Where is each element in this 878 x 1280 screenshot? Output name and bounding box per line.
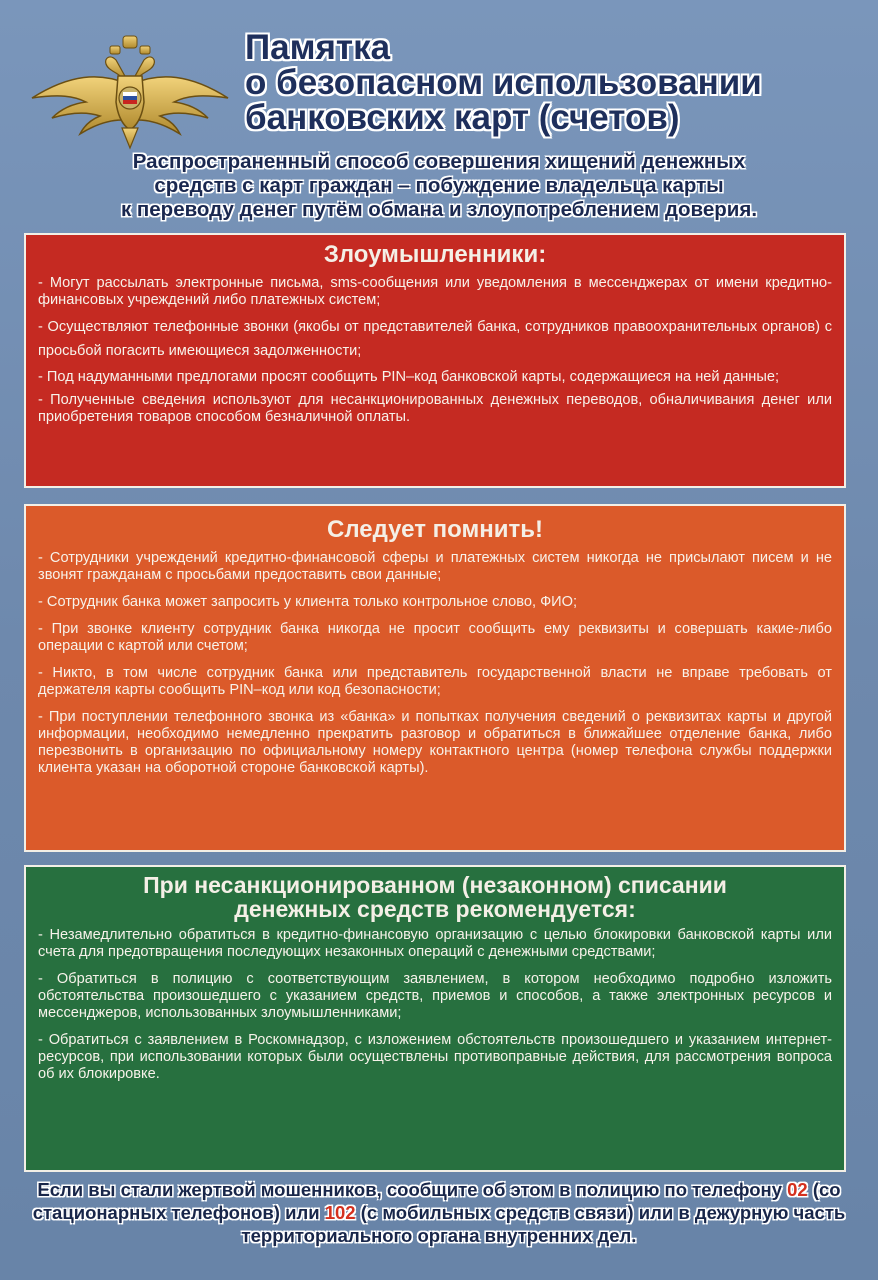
list-item: - Обратиться с заявлением в Роскомнадзор, с изложением обстоятельств произошедшего и указанием интернет-ресурсов, при использовании которых были осуществлены противоправные действия, для рассмотрения вопроса об их блокировке. xyxy=(38,1032,832,1082)
section-fraudsters xyxy=(24,233,846,488)
list-item: - Под надуманными предлогами просят сообщить PIN–код банковской карты, содержащиеся на ней данные; xyxy=(38,369,780,385)
double-headed-eagle-emblem-icon xyxy=(30,32,230,150)
footer-text: Если вы стали жертвой мошенников, сообщите об этом в полицию по телефону xyxy=(37,1179,788,1200)
phone-number-102: 102 xyxy=(324,1202,356,1223)
title-line: Памятка xyxy=(245,28,391,67)
section-title: Злоумышленники: xyxy=(323,241,547,268)
intro-line: средств с карт граждан – побуждение владельца карты xyxy=(154,174,724,197)
list-item: - Могут рассылать электронные письма, sms-сообщения или уведомления в мессенджерах от имени кредитно-финансовых учреждений либо платежных систем; xyxy=(38,275,832,308)
section-title xyxy=(38,873,832,921)
intro-line: Распространенный способ совершения хищений денежных xyxy=(132,150,746,173)
section-recommendations xyxy=(24,865,846,1172)
list-item: - Никто, в том числе сотрудник банка или представитель государственной власти не вправе требовать от держателя карты сообщить PIN–код или код безопасности; xyxy=(38,665,832,698)
list-item: - При поступлении телефонного звонка из «банка» и попытках получения сведений о реквизитах карты и другой информации, необходимо немедленно прекратить разговор и обратиться в ближайшее отделение банка, либо перезвонить в организацию по официальному номеру контактного центра (номер телефона службы поддержки клиента указан на оборотной стороне банковской карты). xyxy=(38,709,832,776)
list-item: - Полученные сведения используют для несанкционированных денежных переводов, обналичивания денег или приобретения товаров способом безналичной оплаты. xyxy=(38,392,832,425)
intro-line: к переводу денег путём обмана и злоупотреблением доверия. xyxy=(120,198,758,221)
title-line: о безопасном использовании xyxy=(245,63,762,102)
section-remember xyxy=(24,504,846,852)
list-item: - Сотрудник банка может запросить у клиента только контрольное слово, ФИО; xyxy=(38,594,578,610)
list-item: - При звонке клиенту сотрудник банка никогда не просит сообщить ему реквизиты и совершать какие-либо операции с картой или счетом; xyxy=(38,621,832,654)
section-title: Следует помнить! xyxy=(327,516,543,543)
list-item: - Сотрудники учреждений кредитно-финансовой сферы и платежных систем никогда не присылают писем и не звонят гражданам с просьбами предоставить свои данные; xyxy=(38,550,832,583)
intro-text xyxy=(40,150,838,222)
section-title-line: При несанкционированном (незаконном) списании xyxy=(143,872,727,898)
phone-number-02: 02 xyxy=(787,1179,808,1200)
list-item: - Обратиться в полицию с соответствующим заявлением, в котором необходимо подробно изложить обстоятельства произошедшего с указанием средств, приемов и способов, а также электронных ресурсов и мессенджеров, использованных злоумышленниками; xyxy=(38,971,832,1021)
footer-notice xyxy=(30,1178,848,1247)
section-title-line: денежных средств рекомендуется: xyxy=(234,896,636,922)
footer-text: (с мобильных средств связи) или в дежурную часть территориального органа внутренних дел. xyxy=(241,1202,846,1246)
page-title xyxy=(245,30,845,135)
title-line: банковских карт (счетов) xyxy=(245,98,680,137)
header xyxy=(30,28,848,148)
list-item: - Незамедлительно обратиться в кредитно-финансовую организацию с целью блокировки банковской карты или счета для предотвращения последующих незаконных операций с денежными средствами; xyxy=(38,927,832,960)
list-item: - Осуществляют телефонные звонки (якобы от представителей банка, сотрудников правоохранительных органов) с просьбой погасить имеющиеся задолженности; xyxy=(38,319,832,359)
footer-text: (со стационарных телефонов) или xyxy=(32,1179,841,1223)
